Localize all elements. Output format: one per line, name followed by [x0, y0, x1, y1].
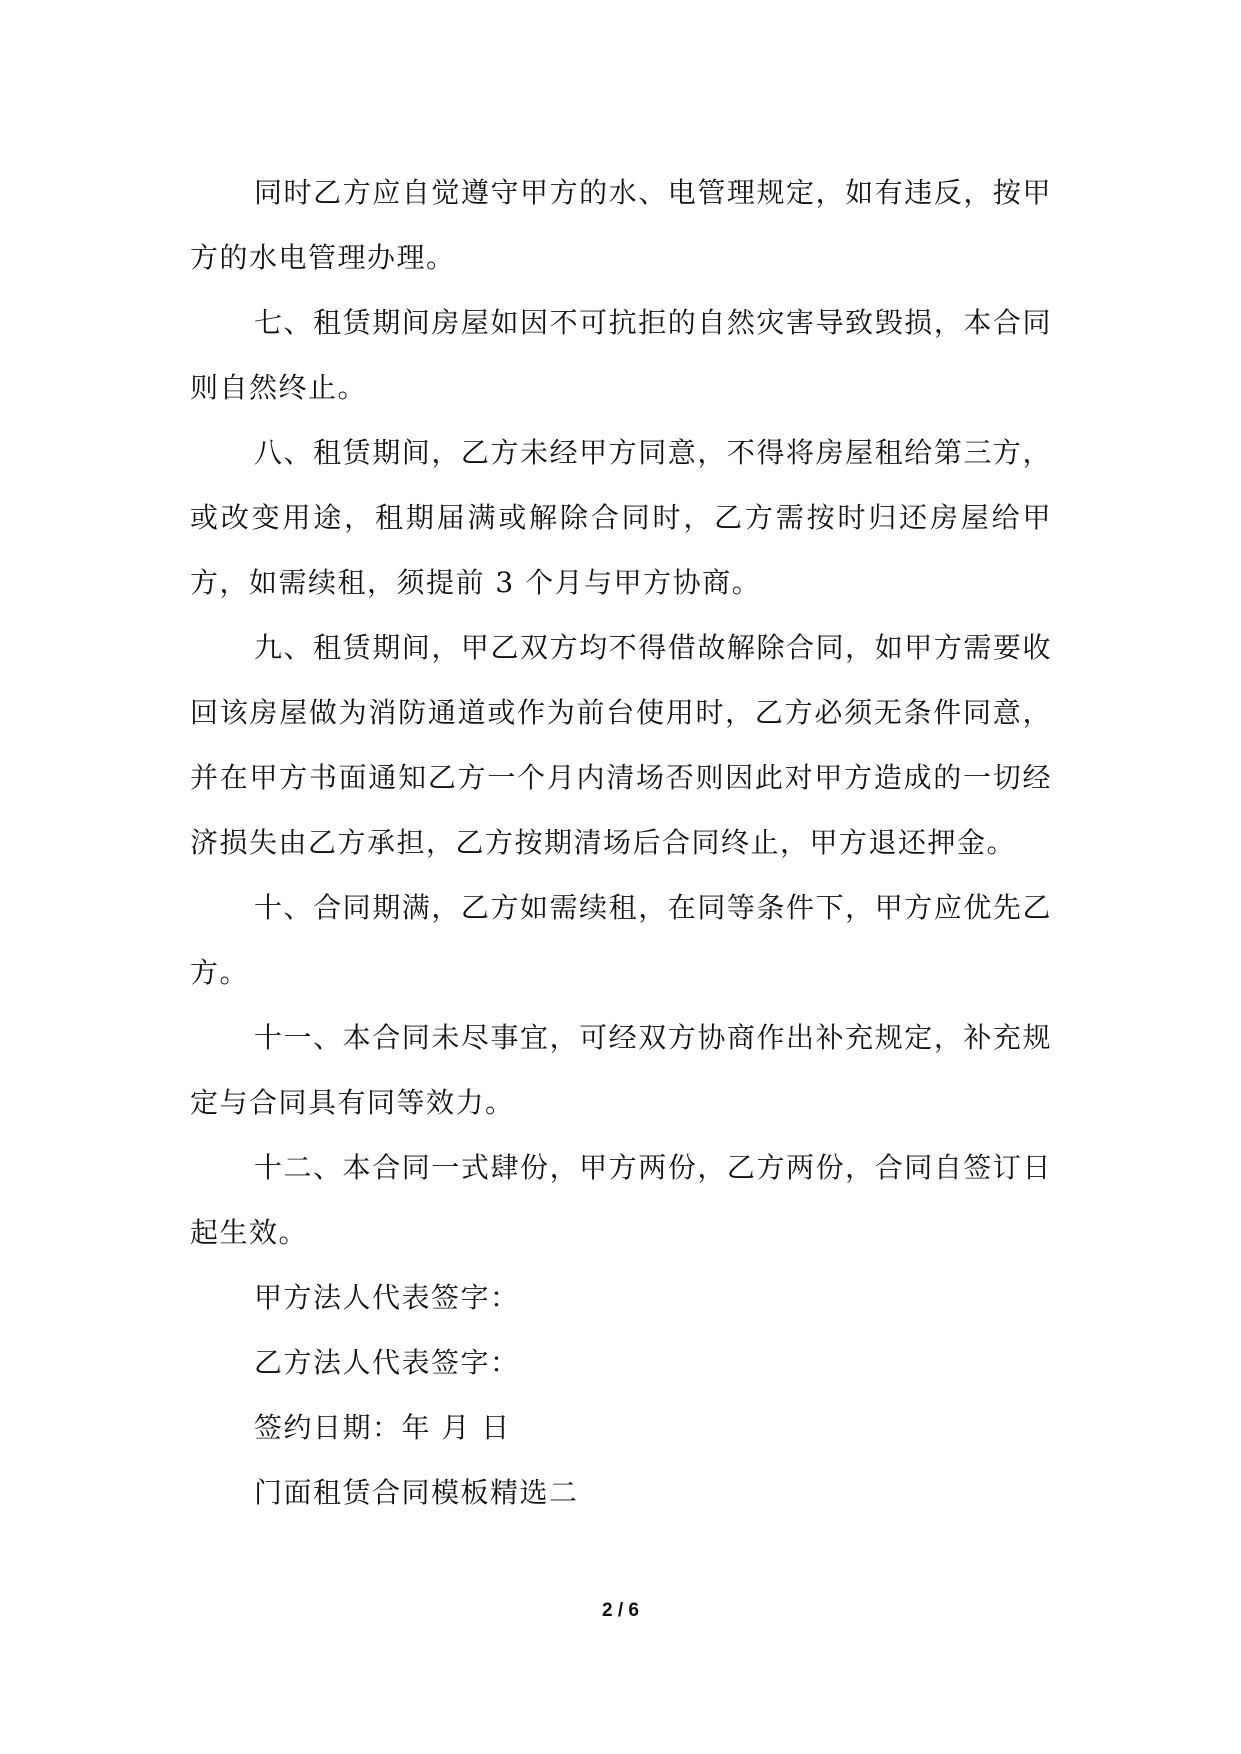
party-a-signature-line: 甲方法人代表签字：: [254, 1281, 520, 1314]
paragraph-clause-7: 七、租赁期间房屋如因不可抗拒的自然灾害导致毁损，本合同则自然终止。: [190, 306, 1052, 404]
paragraph-clause-12: 十二、本合同一式肆份，甲方两份，乙方两份，合同自签订日起生效。: [190, 1151, 1052, 1249]
page-number: 2 / 6: [602, 1600, 639, 1621]
party-b-signature-line: 乙方法人代表签字：: [254, 1346, 520, 1379]
paragraph-clause-11: 十一、本合同未尽事宜，可经双方协商作出补充规定，补充规定与合同具有同等效力。: [190, 1021, 1052, 1119]
paragraph-clause-10: 十、合同期满，乙方如需续租，在同等条件下，甲方应优先乙方。: [190, 891, 1052, 989]
signing-date-line: 签约日期：年 月 日: [254, 1411, 511, 1444]
paragraph-clause-8: 八、租赁期间，乙方未经甲方同意，不得将房屋租给第三方，或改变用途，租期届满或解除合同时，乙方需按时归还房屋给甲方，如需续租，须提前 3 个月与甲方协商。: [190, 436, 1052, 599]
paragraph-clause-9: 九、租赁期间，甲乙双方均不得借故解除合同，如甲方需要收回该房屋做为消防通道或作为前台使用时，乙方必须无条件同意，并在甲方书面通知乙方一个月内清场否则因此对甲方造成的一切经济损失由乙方承担，乙方按期清场后合同终止，甲方退还押金。: [190, 631, 1052, 859]
section-heading-template-2: 门面租赁合同模板精选二: [254, 1476, 579, 1509]
paragraph-water-electric: 同时乙方应自觉遵守甲方的水、电管理规定，如有违反，按甲方的水电管理办理。: [190, 176, 1052, 274]
document-body: [190, 160, 1052, 1525]
